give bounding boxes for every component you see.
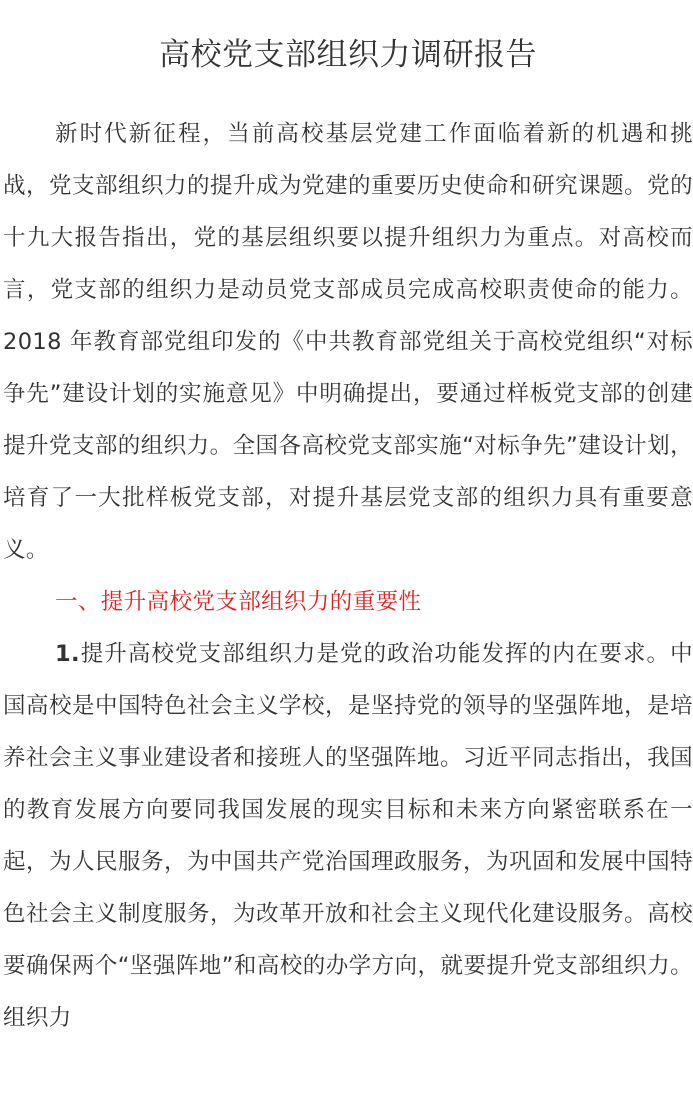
intro-paragraph: 新时代新征程，当前高校基层党建工作面临着新的机遇和挑战，党支部组织力的提升成为党建的重要历史使命和研究课题。党的十九大报告指出，党的基层组织要以提升组织力为重点。对高校而言，党支部的组织力是动员党支部成员完成高校职责使命的能力。2018 年教育部党组印发的《中共教育部党组关于高校党组织“对标争先”建设计划的实施意见》中明确提出，要通过样板党支部的创建提升党支部的组织力。全国各高校党支部实施“对标争先”建设计划，培育了一大批样板党支部，对提升基层党支部的组织力具有重要意义。	[3, 121, 693, 563]
point-1-paragraph	[3, 628, 693, 1044]
document-title: 高校党支部组织力调研报告	[159, 37, 537, 73]
point-number: 1.	[55, 641, 81, 667]
point-1-text: 提升高校党支部组织力是党的政治功能发挥的内在要求。中国高校是中国特色社会主义学校，是坚持党的领导的坚强阵地，是培养社会主义事业建设者和接班人的坚强阵地。习近平同志指出，我国的教育发展方向要同我国发展的现实目标和未来方向紧密联系在一起，为人民服务，为中国共产党治国理政服务，为巩固和发展中国特色社会主义制度服务，为改革开放和社会主义现代化建设服务。高校要确保两个“坚强阵地”和高校的办学方向，就要提升党支部组织力。组织力	[3, 641, 693, 1031]
section-heading: 一、提升高校党支部组织力的重要性	[55, 589, 422, 615]
